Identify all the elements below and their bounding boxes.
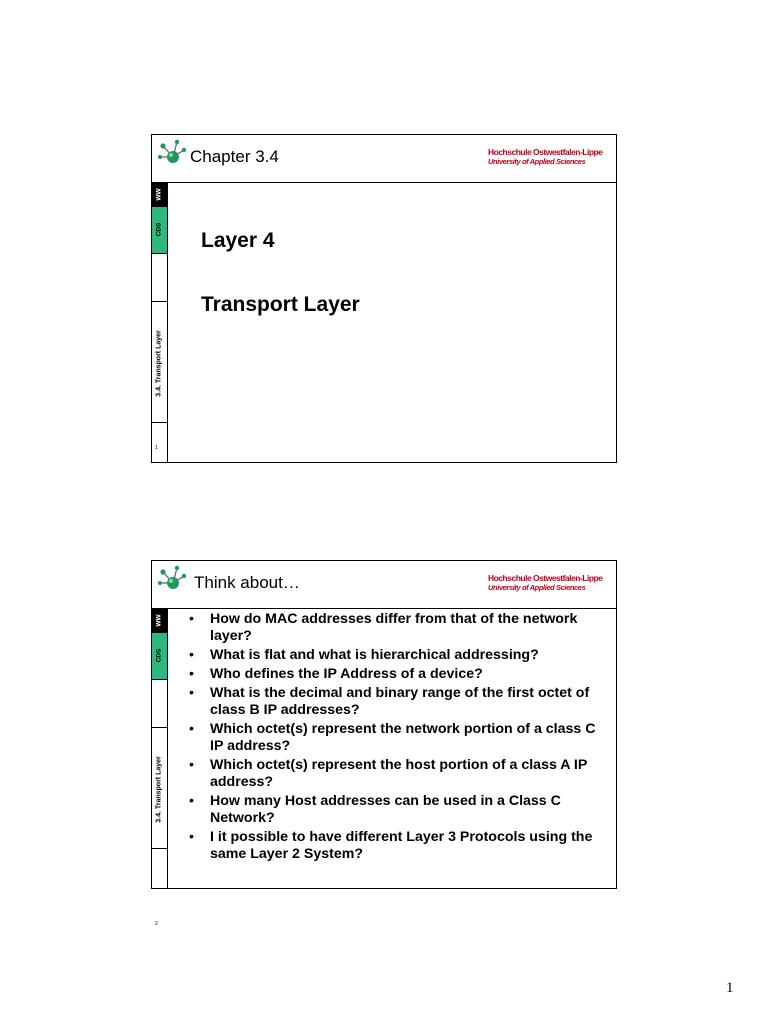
list-item: • What is the decimal and binary range of the first octet of class B IP addresses? [188,685,608,719]
slide-header [152,561,616,609]
university-logo-text [488,147,602,167]
sidebar-section-label: 3.4. Transport Layer [155,330,163,397]
molecule-logo-icon [155,563,187,595]
slide-number: 1 [155,445,158,451]
molecule-logo-icon [155,137,187,169]
university-subtitle: University of Applied Sciences [488,583,586,592]
slide-sidebar [152,609,168,927]
sidebar-cds-label: CDS [155,648,163,663]
university-subtitle: University of Applied Sciences [488,157,586,166]
list-item: • How do MAC addresses differ from that of the network layer? [188,611,608,645]
slide-title: Think about… [194,573,300,592]
sidebar-divider [152,422,167,423]
sidebar-divider [152,301,167,302]
list-item: • I it possible to have different Layer 3 Protocols using the same Layer 2 System? [188,829,608,863]
sidebar-ww-label: WW [155,188,163,201]
slide-2 [151,560,617,927]
slide-sidebar [152,183,168,462]
list-item: • How many Host addresses can be used in a Class C Network? [188,793,608,827]
university-logo-text [488,573,602,593]
sidebar-cds-label: CDS [155,222,163,237]
slide-heading-1: Layer 4 [201,229,275,252]
slide-1 [151,134,617,463]
sidebar-divider [152,679,167,680]
page-number: 1 [726,980,734,996]
slide-number: 2 [155,921,158,927]
slide-title: Chapter 3.4 [190,147,279,166]
slide-heading-2: Transport Layer [201,293,360,316]
sidebar-ww-label: WW [155,614,163,627]
list-item: • Which octet(s) represent the network portion of a class C IP address? [188,721,608,755]
question-list [188,611,608,865]
sidebar-section-label: 3.4. Transport Layer [155,756,163,823]
list-item: • Who defines the IP Address of a device? [188,666,608,683]
sidebar-divider [152,253,167,254]
sidebar-divider [152,727,167,728]
university-name: Hochschule Ostwestfalen-Lippe [488,147,603,157]
university-name: Hochschule Ostwestfalen-Lippe [488,573,603,583]
sidebar-divider [152,848,167,849]
list-item: • Which octet(s) represent the host portion of a class A IP address? [188,757,608,791]
list-item: • What is flat and what is hierarchical addressing? [188,647,608,664]
slide-header [152,135,616,183]
